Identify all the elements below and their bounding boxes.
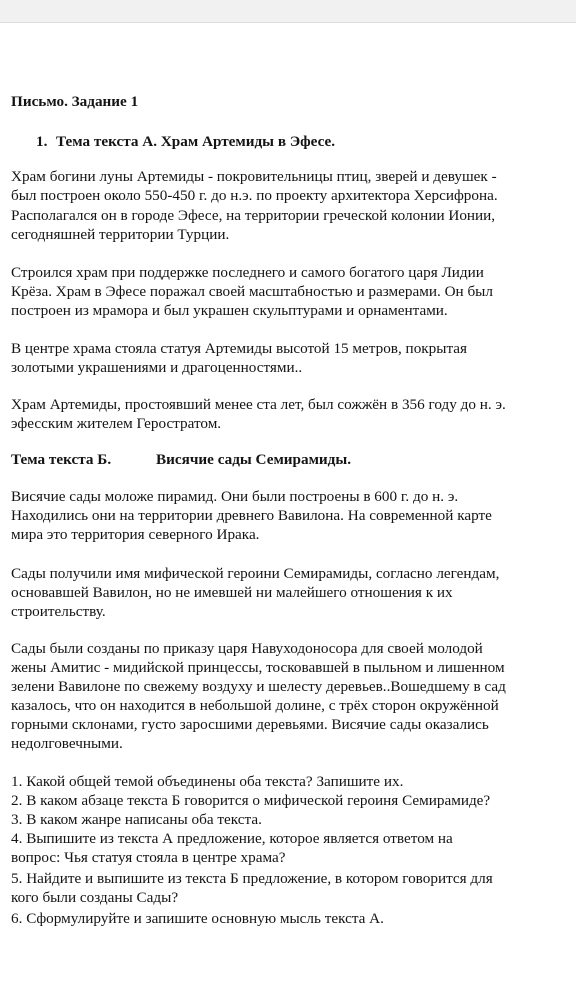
text-line: жены Амитис - мидийской принцессы, тосковавшей в пыльном и лишенном — [11, 659, 505, 676]
text-line: В центре храма стояла статуя Артемиды высотой 15 метров, покрытая — [11, 340, 468, 357]
question-item: вопрос: Чья статуя стояла в центре храма? — [11, 849, 286, 866]
question-item: 3. В каком жанре написаны оба текста. — [11, 811, 262, 828]
text-line: недолговечными. — [11, 735, 123, 752]
text-line: Сады получили имя мифической героини Семирамиды, согласно легендам, — [11, 565, 500, 582]
text-line: Располагался он в городе Эфесе, на территории греческой колонии Ионии, — [11, 207, 496, 224]
question-item: 1. Какой общей темой объединены оба текста? Запишите их. — [11, 773, 404, 790]
text-line: Храм богини луны Артемиды - покровительницы птиц, зверей и девушек - — [11, 168, 497, 185]
topic-a-title: Тема текста А. Храм Артемиды в Эфесе. — [56, 133, 336, 150]
text-line: золотыми украшениями и драгоценностями.. — [11, 359, 303, 376]
topic-b-title: Висячие сады Семирамиды. — [156, 451, 352, 468]
text-line: основавшей Вавилон, но не имевшей ни малейшего отношения к их — [11, 584, 453, 601]
question-item: 5. Найдите и выпишите из текста Б предложение, в котором говорится для — [11, 870, 493, 887]
text-line: строительству. — [11, 603, 106, 620]
text-line: Храм Артемиды, простоявший менее ста лет, был сожжён в 356 году до н. э. — [11, 396, 506, 413]
text-line: казалось, что он находится в небольшой долине, с трёх сторон окружённой — [11, 697, 499, 714]
text-line: горными склонами, густо заросшими деревьями. Висячие сады оказались — [11, 716, 489, 733]
text-line: Находились они на территории древнего Вавилона. На современной карте — [11, 507, 492, 524]
text-line: был построен около 550-450 г. до н.э. по проекту архитектора Херсифрона. — [11, 187, 498, 204]
text-line: построен из мрамора и был украшен скульптурами и орнаментами. — [11, 302, 448, 319]
text-line: Строился храм при поддержке последнего и самого богатого царя Лидии — [11, 264, 484, 281]
text-line: Крёза. Храм в Эфесе поражал своей масштабностью и размерами. Он был — [11, 283, 493, 300]
question-item: 6. Сформулируйте и запишите основную мысль текста А. — [11, 910, 384, 927]
text-line: Сады были созданы по приказу царя Навуходоносора для своей молодой — [11, 640, 483, 657]
question-item: 4. Выпишите из текста А предложение, которое является ответом на — [11, 830, 453, 847]
text-line: мира это территория северного Ирака. — [11, 526, 260, 543]
topic-b-label: Тема текста Б. — [11, 451, 112, 468]
text-line: Висячие сады моложе пирамид. Они были построены в 600 г. до н. э. — [11, 488, 459, 505]
top-toolbar-strip — [0, 0, 576, 23]
question-item: 2. В каком абзаце текста Б говорится о мифической героиня Семирамиде? — [11, 792, 491, 809]
text-line: сегодняшней территории Турции. — [11, 226, 230, 243]
question-item: кого были созданы Сады? — [11, 889, 179, 906]
text-line: зелени Вавилоне по свежему воздуху и шелесту деревьев..Вошедшему в сад — [11, 678, 506, 695]
text-line: эфесским жителем Геростратом. — [11, 415, 222, 432]
item-number: 1. — [36, 133, 48, 150]
assignment-header: Письмо. Задание 1 — [11, 93, 139, 110]
